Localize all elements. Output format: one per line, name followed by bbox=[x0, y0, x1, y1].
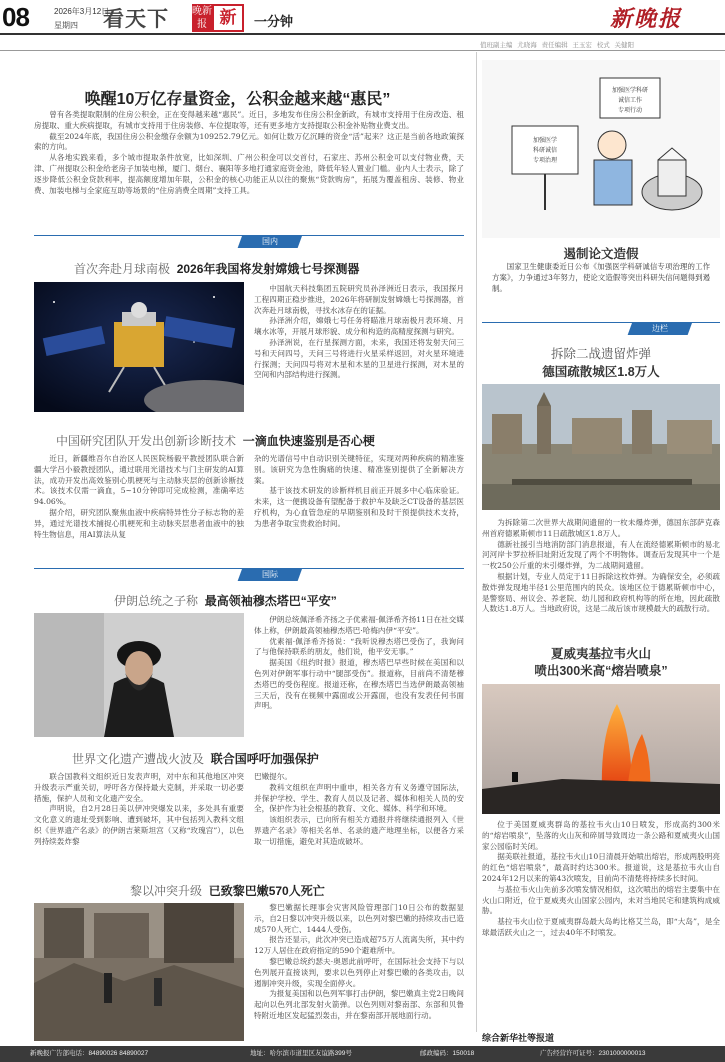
paragraph: 为报复美国和以色列军事打击伊朗，黎巴嫩真主党2日晚间起向以色列北部发射火箭弹。以色列则对黎南部、东部和贝鲁特附近地区发起猛烈轰击，并在黎南部开展地面行动。 bbox=[254, 989, 464, 1020]
issue-date: 2026年3月12日 bbox=[54, 7, 110, 16]
paragraph: 教科文组织在声明中重申，相关各方有义务遵守国际法，并保护学校、学生、教育人员以及记者、媒体和相关人员的安全，保护作为社会根基的教育、文化、媒体、科学和环境。 bbox=[254, 782, 464, 814]
kilauea-lead: 夏威夷基拉韦火山 bbox=[550, 647, 651, 661]
section-band-international bbox=[34, 568, 464, 581]
newspaper-logo: 新晚报 bbox=[610, 6, 683, 32]
iran-headline bbox=[114, 592, 337, 609]
column-divider bbox=[476, 52, 477, 1032]
ad-hotline: 新晚报广告部电话：84890026 84890027 bbox=[30, 1050, 149, 1057]
lunar-probe-photo bbox=[34, 282, 244, 412]
paragraph: 曾有各类提取限制的住房公积金，正在变得越来越“惠民”。近日，多地发布住房公积金新政，有城市支持用于住房改造、租房提取、重大疾病提取，有城市支持用于住房装修、车位提取等，还有更多地方支持提取公积金补贴物业费支出。 bbox=[34, 110, 464, 130]
headline-main: 联合国呼吁加强保护 bbox=[210, 752, 319, 766]
cartoon-caption: 国家卫生健康委近日公布《加强医学科研诚信专项治理的工作方案》，力争通过3年努力，使论文造假等突出科研失信问题得到遏制。 bbox=[492, 262, 710, 293]
paragraph: 联合国教科文组织近日发表声明，对中东和其他地区冲突升级表示严重关切，呼吁各方保持最大克制，并采取一切必要措施，保护人员和文化遗产安全。 bbox=[34, 772, 244, 803]
portrait-photo bbox=[34, 613, 244, 737]
svg-text:加强医学科研: 加强医学科研 bbox=[611, 87, 649, 94]
dresden-lead: 拆除二战遗留炸弹 bbox=[550, 347, 651, 361]
headline-lead: 黎以冲突升级 bbox=[130, 884, 203, 898]
paragraph: 为拆除第二次世界大战期间遗留的一枚未爆炸弹，德国东部萨克森州首府德累斯顿市11日疏散城区1.8万人。 bbox=[482, 518, 720, 538]
iran-body bbox=[254, 615, 464, 712]
paragraph: 优素福·佩泽希齐扬说：“我听说穆杰塔巴受伤了，我询问了与他保持联系的朋友，他们说，他平安无事。” bbox=[254, 636, 464, 657]
paragraph: 据介绍，研究团队聚焦血液中疾病特异性分子标志物的差异，通过光谱技术捕捉心肌梗死和主动脉夹层患者血液中的独特生物信息，用AI算法从复 bbox=[34, 507, 244, 539]
paragraph: 据美国《纽约时报》报道，穆杰塔巴早些时候在美国和以色列对伊朗军事行动中“腿部受伤”。报道称，目前尚不清楚穆杰塔巴的受伤程度。报道还称，在穆杰塔巴当选伊朗最高领袖三天后，没有在视频中露面或公开露面，也没有发表任何书面声明。 bbox=[254, 658, 464, 711]
paragraph: 位于美国夏威夷群岛的基拉韦火山10日喷发，形成高约300米的“熔岩喷泉”，坠落的火山灰和碎屑导致周边一条公路和夏威夷火山国家公园临时关闭。 bbox=[482, 820, 720, 851]
headline-main: 已致黎巴嫩570人死亡 bbox=[208, 884, 325, 898]
seal-left: 晚新报 bbox=[192, 6, 212, 30]
paragraph: 从各地实践来看，多个城市提取条件放宽，比如深圳、广州公积金可以交首付，石家庄、苏州公积金可以支付物业费，天津、广州提取公积金给老房子加装电梯，厦门、烟台、襄阳等多地打通家庭资金池，降低年轻人置业门槛。业内人士表示，除了逐步降低公积金贷款利率，提高额度增加年限，公积金的核心功能正从以往的聚焦“贷款购房”，拓展为覆盖租房、装修、物业费、加装电梯与全家庭互助等场景的“住房消费全周期”支持工具。 bbox=[34, 153, 464, 195]
paragraph: 孙泽洲介绍，嫦娥七号任务将瞄准月球南极月表环境、月壤水冰等，开展月球形貌、成分和构造的高精度探测与研究。 bbox=[254, 316, 464, 337]
dresden-title: 德国疏散城区1.8万人 bbox=[542, 365, 660, 379]
blood-test-headline bbox=[56, 432, 375, 449]
column-seal bbox=[192, 4, 246, 32]
paragraph: 巴嫩提尔。 bbox=[254, 772, 292, 781]
editors-line: 值班副主编 尤晓海 责任编辑 王玉宏 校式 关健阳 bbox=[480, 42, 635, 49]
heritage-body-col2 bbox=[254, 772, 464, 848]
page-number: 08 bbox=[2, 2, 29, 32]
paragraph: 黎巴嫩据长理事会灾害风险管理部门10日公布的数据显示，自2日黎以冲突升级以来，以色列对黎巴嫩的持续攻击已造成570人死亡、1444人受伤。 bbox=[254, 903, 464, 934]
chang-e-body bbox=[254, 284, 464, 381]
header-rule bbox=[0, 33, 725, 35]
paragraph: 中国航天科技集团五院研究员孙泽洲近日表示，我国探月工程四期正稳步推进，2026年将研制发射嫦娥七号探测器，首次奔赴月球南极，寻找水冰存在的证据。 bbox=[254, 284, 464, 315]
headline-lead: 世界文化遗产遭战火波及 bbox=[72, 752, 205, 766]
headline-main: 2026年我国将发射嫦娥七号探测器 bbox=[176, 262, 360, 276]
lead-body bbox=[34, 110, 464, 196]
ad-license: 广告经营许可证号：2301000000013 bbox=[540, 1050, 646, 1057]
kilauea-title: 喷出300米高“熔岩喷泉” bbox=[534, 664, 668, 678]
page-footer bbox=[0, 1046, 725, 1062]
section-label: 国际 bbox=[262, 570, 279, 579]
paragraph: 截至2024年底，我国住房公积金缴存余额为109252.79亿元。如何让数万亿沉睡的资金“活”起来？这正是当前各地政策探索的方向。 bbox=[34, 131, 464, 152]
cartoon-illustration bbox=[482, 60, 720, 238]
dresden-body bbox=[482, 518, 720, 615]
headline-lead: 伊朗总统之子称 bbox=[114, 594, 199, 608]
svg-text:专项行动: 专项行动 bbox=[617, 107, 643, 114]
paragraph: 孙泽洲说，在行星探测方面，未来，我国还将发射天问三号和天问四号，天问三号将进行火星采样返回，对火星环境进行探测；天问四号将对木星和木星的卫星进行探测，对木星的空间和内部结构进行探测。 bbox=[254, 337, 464, 380]
paragraph: 据美联社报道，基拉韦火山10日清晨开始喷出熔岩，形成两股明亮的红色“熔岩喷泉”，最高时约达300米。报道说，这是基拉韦火山自2024年12月以来的第43次喷发，目前尚不清楚将持续多长时间。 bbox=[482, 852, 720, 883]
blood-test-body-col1 bbox=[34, 454, 244, 540]
paragraph: 报告还显示，此次冲突已造成超75万人流离失所，其中约12万人居住在政府指定的590个避难所中。 bbox=[254, 935, 464, 956]
paragraph: 德新社援引当地消防部门消息报道，有人在流经德累斯顿市的易北河河岸卡罗拉桥旧址附近发现了两个不明物体。调查后发现其中一个是一枚250公斤重的未引爆炸弹，为二战期间遗留。 bbox=[482, 539, 720, 571]
section-label: 国内 bbox=[262, 237, 279, 246]
paragraph: 该组织表示，已向所有相关方通报并将继续通报列入《世界遗产名录》等相关名单、名录的遗产地理坐标，以便各方采取一切措施，避免对其造成破坏。 bbox=[254, 815, 464, 846]
section-band-domestic bbox=[34, 235, 464, 248]
paragraph: 基拉韦火山位于夏威夷群岛最大岛屿比格艾兰岛，即“大岛”，是全球最活跃火山之一，过去40年不时喷发。 bbox=[482, 917, 720, 937]
headline-lead: 首次奔赴月球南极 bbox=[74, 262, 171, 276]
headline-main: 最高领袖穆杰塔巴“平安” bbox=[204, 594, 337, 608]
address: 地址：哈尔滨市道里区友谊路399号 bbox=[250, 1050, 352, 1057]
lebanon-headline bbox=[130, 882, 325, 899]
section-label: 边栏 bbox=[651, 324, 668, 333]
lebanon-body bbox=[254, 903, 464, 1022]
paragraph: 近日，新疆维吾尔自治区人民医院杨毅平教授团队联合新疆大学吕小毅教授团队，通过联用光谱技术与门主研发的AI算法，成功开发出高效鉴别心肌梗死与主动脉夹层的创新诊断技术。该技术仅需一滴血，5~10分钟即可完成检测，准确率达94.06%。 bbox=[34, 454, 244, 507]
section-band-border bbox=[482, 322, 720, 335]
paragraph: 与基拉韦火山先前多次喷发情况相似，这次喷出的熔岩主要集中在火山口附近，位于夏威夷火山国家公园内，未对当地民宅和建筑构成威胁。 bbox=[482, 884, 720, 916]
issue-weekday: 星期四 bbox=[54, 21, 78, 30]
kilauea-body bbox=[482, 820, 720, 939]
chang-e-headline bbox=[74, 260, 359, 277]
rubble-photo bbox=[34, 903, 244, 1041]
svg-text:诚信工作: 诚信工作 bbox=[617, 97, 643, 104]
header-rule-thin bbox=[0, 50, 725, 51]
paragraph: 根据计划，专业人员定于11日拆除这枚炸弹。为确保安全，必须疏散炸弹发现地半径1公里范围内的民众。该地区位于德累斯顿市中心，是警察局、州议会、养老院、幼儿园和政府机构等的所在地，因此疏散人数达1.8万人。当地政府说，这是二战后该市规模最大的疏散行动。 bbox=[482, 571, 720, 614]
headline-lead: 中国研究团队开发出创新诊断技术 bbox=[56, 434, 237, 448]
svg-text:加强医学: 加强医学 bbox=[532, 137, 558, 144]
blood-test-body-col2 bbox=[254, 454, 464, 530]
column-name: 看天下 bbox=[103, 8, 169, 31]
paragraph: 声明说，自2月28日美以伊冲突爆发以来，多处具有重要文化意义的遗址受到影响、遭到破坏，其中包括列入教科文组织《世界遗产名录》的伊朗吉莱斯坦宫（又称“玫瑰宫”），以色列持续轰炸黎 bbox=[34, 804, 244, 846]
headline-main: 一滴血快速鉴别是否心梗 bbox=[242, 434, 375, 448]
column-subtitle: 一分钟 bbox=[254, 14, 294, 29]
lead-headline: 唤醒10万亿存量资金，公积金越来越“惠民” bbox=[84, 91, 391, 108]
cartoon-title: 遏制论文造假 bbox=[563, 247, 639, 261]
volcano-photo bbox=[482, 684, 720, 814]
paragraph: 伊朗总统佩泽希齐扬之子优素福·佩泽希齐扬11日在社交媒体上称，伊朗最高领袖穆杰塔巴·哈梅内伊“平安”。 bbox=[254, 615, 464, 635]
paragraph: 杂的光谱信号中自动识别关键特征，实现对两种疾病的精准鉴别。该研究为急性胸痛的快速、精准鉴别提供了全新解决方案。 bbox=[254, 454, 464, 485]
paragraph: 基于该技术研发的诊断样机目前正开展多中心临床验证。未来，这一便携设备有望配备于救护车及缺乏CT设备的基层医疗机构，为心血管急症的早期鉴别和及时干预提供技术支持，为患者争取宝贵救治时间。 bbox=[254, 486, 464, 528]
page-header bbox=[0, 0, 725, 52]
heritage-body-col1 bbox=[34, 772, 244, 848]
paragraph: 黎巴嫩总统约瑟夫·奥恩此前呼吁，在国际社会支持下与以色列展开直接谈判，要求以色列停止对黎巴嫩的各类攻击，以遏制冲突升级，实现全面停火。 bbox=[254, 956, 464, 988]
dresden-photo bbox=[482, 384, 720, 510]
svg-text:科研诚信: 科研诚信 bbox=[532, 147, 558, 154]
postcode: 邮政编码：150018 bbox=[420, 1050, 475, 1057]
heritage-headline bbox=[72, 750, 319, 767]
source-credit: 综合新华社等报道 bbox=[482, 1033, 555, 1043]
seal-right: 新 bbox=[212, 4, 244, 32]
svg-text:专项治理: 专项治理 bbox=[532, 157, 558, 164]
